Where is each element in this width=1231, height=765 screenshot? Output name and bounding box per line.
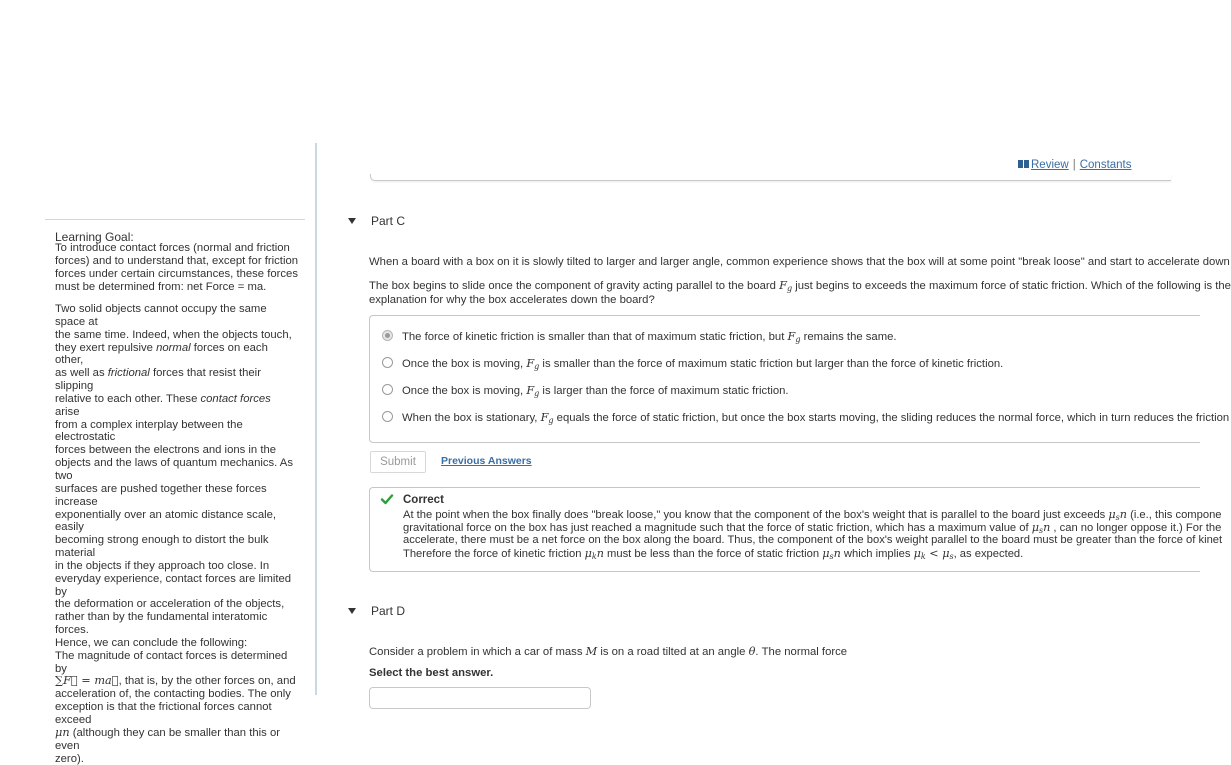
part-c-question-intro: When a board with a box on it is slowly tilted to larger and larger angle, common experience shows that the box will at some point "break loose" and start to accelerate down bbox=[369, 256, 1230, 268]
previous-part-card-edge bbox=[370, 174, 1171, 181]
radio-button[interactable] bbox=[382, 384, 393, 395]
feedback-line-4: Therefore the force of kinetic friction $\mu_kn$ must be less than the force of static friction $\mu_sn$ which implies $\mu_k < \mu_s$, as expected. bbox=[403, 547, 1024, 561]
previous-answers-link[interactable]: Previous Answers bbox=[441, 455, 532, 467]
part-d-question: Consider a problem in which a car of mass M is on a road tilted at an angle θ. The normal force bbox=[369, 645, 848, 658]
review-link[interactable]: Review bbox=[1031, 159, 1069, 171]
choice-2[interactable]: Once the box is moving, $F_g$ is smaller than the force of maximum static friction but larger than the force of kinetic friction. bbox=[382, 357, 1003, 373]
part-c-collapse-toggle-icon[interactable] bbox=[348, 218, 356, 224]
submit-button[interactable]: Submit bbox=[370, 451, 426, 473]
correct-title: Correct bbox=[403, 494, 444, 506]
learning-goal-intro: To introduce contact forces (normal and friction forces) and to understand that, except for friction forces under certain circumstances, these forces must be determined from: net Force = ma. bbox=[55, 242, 299, 293]
part-c-title[interactable]: Part C bbox=[371, 214, 406, 228]
link-separator: | bbox=[1072, 159, 1076, 171]
feedback-line-1: At the point when the box finally does "break loose," you know that the component of the box's weight that is parallel to the board just exceeds $\mu_sn$ (i.e., this compone bbox=[403, 508, 1222, 522]
net-force-equation: ∑F⃗ = ma⃗ bbox=[55, 674, 119, 688]
learning-goal-heading: Learning Goal: bbox=[55, 230, 134, 244]
learning-goal-panel bbox=[45, 219, 305, 220]
radio-button-selected[interactable] bbox=[382, 330, 393, 341]
choice-4[interactable]: When the box is stationary, $F_g$ equals the force of static friction, but once the box starts moving, the sliding reduces the normal force, which in turn reduces the friction bbox=[382, 411, 1229, 427]
learning-goal-body: Two solid objects cannot occupy the same space at the same time. Indeed, when the objects touch, they exert repulsive normal forces on each other, as well as frictional forces that resist their slipping relative to each other. These contact forces arise from a complex interplay between the electrostatic forces between the electrons and ions in the objects and the laws of quantum mechanics. As two surfaces are pushed together these forces increase exponentially over an atomic distance scale, easily becoming strong enough to distort the bulk material in the objects if they approach too close. In everyday experience, contact forces are limited by the deformation or acceleration of the objects, rather than by the fundamental interatomic forces. Hence, we can conclude the following: The magnitude of contact forces is determined by ∑F⃗ = ma⃗, that is, by the other forces on, and acceleration of, the contacting bodies. The only exception is that the frictional forces cannot exceed μn (although they can be smaller than this or even zero). bbox=[55, 303, 296, 765]
part-d-title[interactable]: Part D bbox=[371, 604, 406, 618]
check-icon bbox=[381, 493, 393, 505]
part-c-question-line-2: explanation for why the box accelerates down the board? bbox=[369, 294, 655, 306]
part-d-answer-box bbox=[369, 687, 591, 709]
part-d-collapse-toggle-icon[interactable] bbox=[348, 608, 356, 614]
feedback-line-2: gravitational force on the box has just reached a magnitude such that the force of static friction, which has a maximum value of $\mu_sn$ , can no longer oppose it.) For the bbox=[403, 521, 1222, 535]
book-icon bbox=[1018, 160, 1029, 168]
choice-1[interactable]: The force of kinetic friction is smaller than that of maximum static friction, but $F_g$ remains the same. bbox=[382, 330, 897, 346]
feedback-line-3: accelerate, there must be a net force on the box along the board. Thus, the component of the box's weight parallel to the board must be greater than the force of kinet bbox=[403, 534, 1223, 546]
select-best-answer-prompt: Select the best answer. bbox=[369, 667, 494, 679]
part-c-question-line: The box begins to slide once the component of gravity acting parallel to the board $F_g$ just begins to exceeds the maximum force of static friction. Which of the following is the bbox=[369, 279, 1231, 293]
review-constants-links bbox=[1018, 159, 1132, 171]
choice-3[interactable]: Once the box is moving, $F_g$ is larger than the force of maximum static friction. bbox=[382, 384, 789, 400]
constants-link[interactable]: Constants bbox=[1079, 159, 1132, 171]
radio-button[interactable] bbox=[382, 357, 393, 368]
panel-divider bbox=[315, 143, 317, 695]
radio-button[interactable] bbox=[382, 411, 393, 422]
friction-limit-symbol: μn bbox=[55, 725, 70, 739]
